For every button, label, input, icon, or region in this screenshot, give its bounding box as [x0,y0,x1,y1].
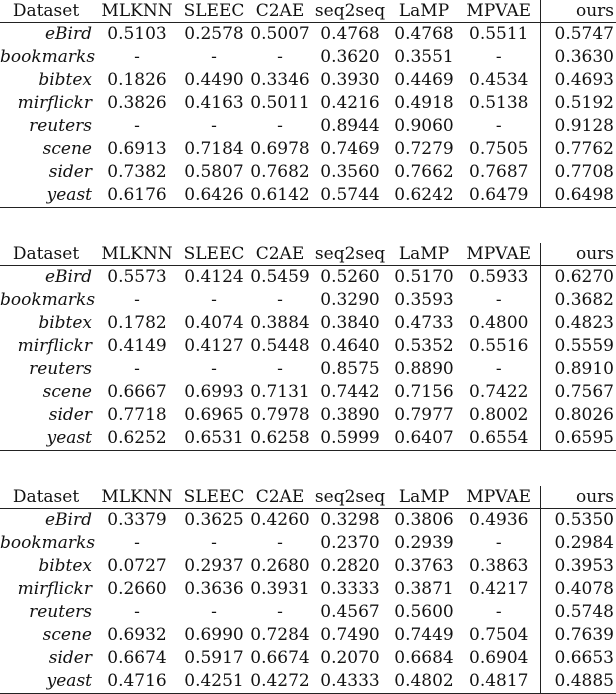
dataset-cell: mirflickr [17,93,92,113]
ours-value-cell: 0.5748 [540,601,616,624]
value-cell: 0.3625 [184,510,244,530]
value-cell: 0.3871 [394,579,454,599]
value-cell: 0.7284 [250,625,310,645]
value-cell: 0.5103 [107,24,167,44]
value-cell: 0.7490 [320,625,380,645]
dataset-cell: eBird [45,24,92,44]
dataset-cell: scene [42,382,92,402]
ours-value-cell: 0.5559 [540,335,616,358]
c2ae-header: C2AE [255,487,305,507]
table-row [0,289,616,312]
table-row [0,335,616,358]
value-cell: 0.7978 [250,405,310,425]
value-cell: 0.4534 [469,70,529,90]
table-row [0,69,616,92]
value-cell: 0.6258 [250,428,310,448]
dataset-cell: bibtex [38,70,92,90]
value-cell: 0.3826 [107,93,167,113]
table-row [0,555,616,578]
value-cell: 0.4800 [469,313,529,333]
value-cell: 0.4217 [469,579,529,599]
value-cell: 0.6965 [184,405,244,425]
dataset-cell: sider [48,405,92,425]
value-cell: 0.3593 [394,290,454,310]
value-cell: 0.9060 [394,116,454,136]
value-cell: 0.4333 [320,671,380,691]
value-cell: 0.4216 [320,93,380,113]
value-cell: 0.5917 [184,648,244,668]
dataset-cell: bookmarks [0,47,96,67]
table-row [0,509,616,533]
ours-value-cell: 0.6270 [540,266,616,290]
value-cell: 0.3551 [394,47,454,67]
value-cell: 0.7718 [107,405,167,425]
value-cell: 0.6684 [394,648,454,668]
value-cell: 0.6667 [107,382,167,402]
value-cell: 0.1782 [107,313,167,333]
dataset-cell: reuters [29,602,92,622]
value-cell: 0.6479 [469,185,529,205]
dataset-cell: bibtex [38,313,92,333]
value-cell: 0.5459 [250,267,310,287]
results-table-2 [0,243,616,451]
lamp-header: LaMP [398,244,450,264]
dataset-cell: sider [48,648,92,668]
value-cell: 0.4074 [184,313,244,333]
value-cell: 0.2070 [320,648,380,668]
value-cell: 0.6674 [107,648,167,668]
value-cell: 0.2680 [250,556,310,576]
ours-value-cell: 0.7567 [540,381,616,404]
value-cell: 0.7687 [469,162,529,182]
ours-value-cell: 0.7639 [540,624,616,647]
value-cell: 0.5007 [250,24,310,44]
dataset-cell: sider [48,162,92,182]
value-cell: - [495,290,502,310]
ours-value-cell: 0.2984 [540,532,616,555]
ours-value-cell: 0.5350 [540,509,616,533]
value-cell: 0.3290 [320,290,380,310]
results-table-3 [0,486,616,694]
value-cell: 0.8890 [394,359,454,379]
mlknn-header: MLKNN [101,487,173,507]
value-cell: 0.6993 [184,382,244,402]
c2ae-header: C2AE [255,1,305,21]
value-cell: 0.4127 [184,336,244,356]
mlknn-header: MLKNN [101,244,173,264]
table-row [0,184,616,208]
value-cell: 0.3931 [250,579,310,599]
value-cell: 0.5933 [469,267,529,287]
value-cell: - [495,359,502,379]
value-cell: 0.7977 [394,405,454,425]
table-row [0,266,616,290]
ours-value-cell: 0.4078 [540,578,616,601]
header-row [0,243,616,266]
dataset-cell: eBird [45,510,92,530]
sleec-header: SLEEC [183,487,245,507]
value-cell: 0.4567 [320,602,380,622]
value-cell: 0.3863 [469,556,529,576]
value-cell: 0.4149 [107,336,167,356]
value-cell: 0.4272 [250,671,310,691]
dataset-cell: yeast [46,185,92,205]
ours-value-cell: 0.5192 [540,92,616,115]
ours-value-cell: 0.4885 [540,670,616,694]
value-cell: 0.8002 [469,405,529,425]
table-row [0,624,616,647]
value-cell: - [211,602,217,622]
value-cell: 0.5516 [469,336,529,356]
seq2seq-header: seq2seq [314,487,386,507]
ours-header: ours [540,486,616,509]
value-cell: 0.2937 [184,556,244,576]
value-cell: 0.4733 [394,313,454,333]
ours-value-cell: 0.8910 [540,358,616,381]
value-cell: 0.4124 [184,267,244,287]
table-row [0,601,616,624]
value-cell: 0.0727 [107,556,167,576]
value-cell: 0.3840 [320,313,380,333]
table-row [0,381,616,404]
value-cell: - [211,533,217,553]
value-cell: - [495,116,502,136]
dataset-cell: reuters [29,359,92,379]
dataset-cell: scene [42,139,92,159]
dataset-header: Dataset [12,244,80,264]
dataset-cell: bookmarks [0,290,96,310]
value-cell: 0.6932 [107,625,167,645]
value-cell: 0.7682 [250,162,310,182]
value-cell: 0.7156 [394,382,454,402]
header-row [0,486,616,509]
value-cell: 0.3884 [250,313,310,333]
value-cell: 0.6554 [469,428,529,448]
value-cell: - [134,290,140,310]
value-cell: 0.5138 [469,93,529,113]
value-cell: 0.7279 [394,139,454,159]
ours-value-cell: 0.3682 [540,289,616,312]
value-cell: 0.3890 [320,405,380,425]
table-row [0,647,616,670]
value-cell: 0.8575 [320,359,380,379]
table-row [0,138,616,161]
mpvae-header: MPVAE [466,487,532,507]
value-cell: 0.4768 [320,24,380,44]
value-cell: - [134,47,140,67]
value-cell: 0.2820 [320,556,380,576]
dataset-header: Dataset [12,487,80,507]
value-cell: 0.3379 [107,510,167,530]
ours-value-cell: 0.6653 [540,647,616,670]
value-cell: 0.5999 [320,428,380,448]
value-cell: 0.6674 [250,648,310,668]
value-cell: 0.6407 [394,428,454,448]
header-row [0,0,616,23]
value-cell: 0.4469 [394,70,454,90]
value-cell: 0.6531 [184,428,244,448]
table-row [0,312,616,335]
value-cell: - [211,47,217,67]
value-cell: - [134,359,140,379]
value-cell: 0.4768 [394,24,454,44]
value-cell: - [495,533,502,553]
value-cell: 0.7662 [394,162,454,182]
value-cell: 0.6176 [107,185,167,205]
value-cell: 0.5170 [394,267,454,287]
value-cell: - [277,602,283,622]
lamp-header: LaMP [398,487,450,507]
value-cell: 0.4936 [469,510,529,530]
ours-value-cell: 0.6595 [540,427,616,451]
value-cell: 0.4490 [184,70,244,90]
sleec-header: SLEEC [183,244,245,264]
value-cell: 0.5448 [250,336,310,356]
ours-value-cell: 0.3953 [540,555,616,578]
value-cell: - [134,602,140,622]
table-row [0,161,616,184]
value-cell: 0.5807 [184,162,244,182]
value-cell: 0.4163 [184,93,244,113]
ours-value-cell: 0.9128 [540,115,616,138]
value-cell: 0.6904 [469,648,529,668]
value-cell: - [211,359,217,379]
value-cell: 0.3636 [184,579,244,599]
value-cell: - [134,116,140,136]
value-cell: 0.7382 [107,162,167,182]
value-cell: 0.5511 [469,24,529,44]
value-cell: 0.5260 [320,267,380,287]
value-cell: 0.3620 [320,47,380,67]
value-cell: 0.4251 [184,671,244,691]
value-cell: - [134,533,140,553]
dataset-cell: yeast [46,671,92,691]
ours-header: ours [540,243,616,266]
ours-header: ours [540,0,616,23]
ours-value-cell: 0.7762 [540,138,616,161]
ours-value-cell: 0.3630 [540,46,616,69]
value-cell: 0.2578 [184,24,244,44]
value-cell: 0.6426 [184,185,244,205]
dataset-cell: bibtex [38,556,92,576]
sleec-header: SLEEC [183,1,245,21]
value-cell: 0.4817 [469,671,529,691]
value-cell: - [277,290,283,310]
table-row [0,46,616,69]
value-cell: 0.3806 [394,510,454,530]
value-cell: - [277,116,283,136]
table-row [0,92,616,115]
table-row [0,670,616,694]
value-cell: 0.3346 [250,70,310,90]
mpvae-header: MPVAE [466,1,532,21]
c2ae-header: C2AE [255,244,305,264]
table-row [0,532,616,555]
value-cell: 0.4260 [250,510,310,530]
value-cell: 0.2370 [320,533,380,553]
value-cell: - [211,290,217,310]
value-cell: 0.8944 [320,116,380,136]
value-cell: 0.3763 [394,556,454,576]
value-cell: 0.6242 [394,185,454,205]
value-cell: 0.6913 [107,139,167,159]
value-cell: - [495,47,502,67]
dataset-cell: mirflickr [17,336,92,356]
value-cell: 0.7505 [469,139,529,159]
value-cell: - [211,116,217,136]
table-row [0,23,616,47]
value-cell: 0.2660 [107,579,167,599]
value-cell: 0.3298 [320,510,380,530]
value-cell: 0.3333 [320,579,380,599]
value-cell: - [277,47,283,67]
value-cell: 0.7131 [250,382,310,402]
seq2seq-header: seq2seq [314,1,386,21]
value-cell: 0.4640 [320,336,380,356]
ours-value-cell: 0.8026 [540,404,616,427]
mlknn-header: MLKNN [101,1,173,21]
dataset-cell: eBird [45,267,92,287]
value-cell: 0.4918 [394,93,454,113]
table-row [0,404,616,427]
results-table-1 [0,0,616,208]
value-cell: - [277,533,283,553]
dataset-cell: scene [42,625,92,645]
dataset-header: Dataset [12,1,80,21]
ours-value-cell: 0.4823 [540,312,616,335]
dataset-cell: mirflickr [17,579,92,599]
ours-value-cell: 0.6498 [540,184,616,208]
value-cell: 0.7184 [184,139,244,159]
value-cell: 0.6990 [184,625,244,645]
table-row [0,115,616,138]
value-cell: 0.7449 [394,625,454,645]
ours-value-cell: 0.5747 [540,23,616,47]
dataset-cell: reuters [29,116,92,136]
seq2seq-header: seq2seq [314,244,386,264]
dataset-cell: bookmarks [0,533,96,553]
value-cell: 0.7469 [320,139,380,159]
value-cell: 0.5744 [320,185,380,205]
value-cell: 0.7422 [469,382,529,402]
value-cell: 0.6978 [250,139,310,159]
ours-value-cell: 0.7708 [540,161,616,184]
mpvae-header: MPVAE [466,244,532,264]
ours-value-cell: 0.4693 [540,69,616,92]
value-cell: 0.5600 [394,602,454,622]
value-cell: 0.1826 [107,70,167,90]
value-cell: 0.5352 [394,336,454,356]
value-cell: 0.6252 [107,428,167,448]
lamp-header: LaMP [398,1,450,21]
value-cell: 0.4716 [107,671,167,691]
table-row [0,578,616,601]
value-cell: 0.7442 [320,382,380,402]
value-cell: - [277,359,283,379]
value-cell: - [495,602,502,622]
value-cell: 0.2939 [394,533,454,553]
table-row [0,427,616,451]
dataset-cell: yeast [46,428,92,448]
value-cell: 0.6142 [250,185,310,205]
value-cell: 0.4802 [394,671,454,691]
value-cell: 0.7504 [469,625,529,645]
value-cell: 0.5573 [107,267,167,287]
table-row [0,358,616,381]
value-cell: 0.3930 [320,70,380,90]
value-cell: 0.3560 [320,162,380,182]
value-cell: 0.5011 [250,93,310,113]
